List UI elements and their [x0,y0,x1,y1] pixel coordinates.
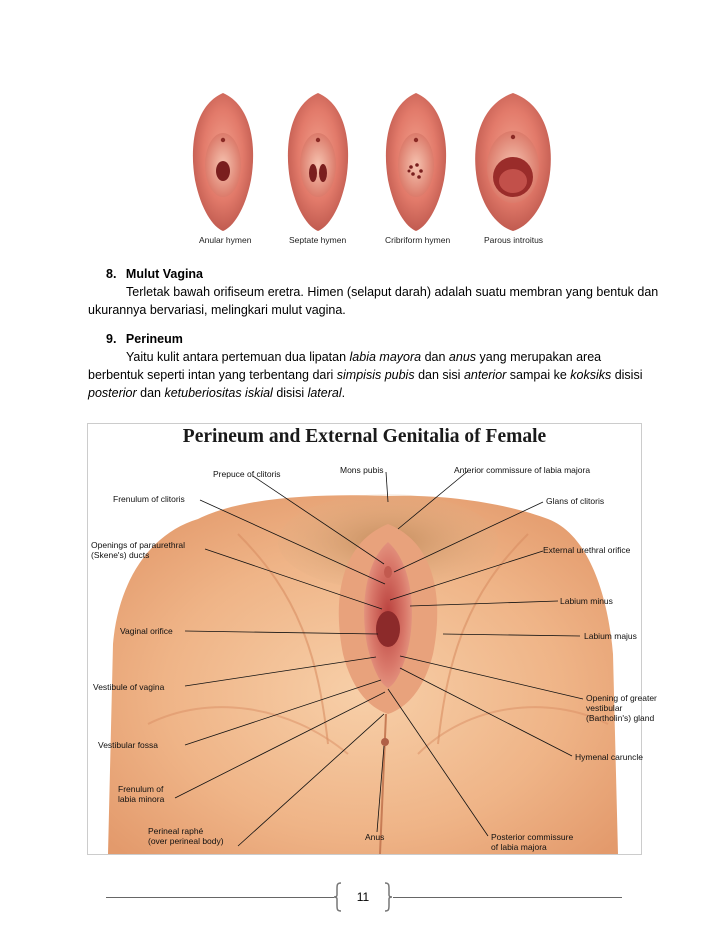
hymen-illustrations [173,85,567,235]
section8-heading [106,264,203,284]
label-labium-minus: Labium minus [560,596,613,606]
text-run: dan sisi [414,368,464,382]
label-vestibule-of-vagina: Vestibule of vagina [93,682,165,692]
text-run: Yaitu kulit antara pertemuan dua lipatan [126,350,350,364]
label-line: Posterior commissure [491,832,574,842]
label-labium-majus: Labium majus [584,631,637,641]
section8-title: Mulut Vagina [125,267,204,281]
term-anus: anus [448,350,477,364]
label-line: Perineal raphé [148,826,204,836]
label-mons-pubis: Mons pubis [340,465,384,475]
label-prepuce-of-clitoris: Prepuce of clitoris [213,469,281,479]
label-line: (over perineal body) [148,836,224,846]
footer-rule-left [106,897,334,898]
text-run: disisi [611,368,643,382]
section9-title: Perineum [125,332,183,346]
text-run: sampai ke [506,368,571,382]
label-line: (Bartholin's) gland [586,713,655,723]
section8-line2: ukurannya bervariasi, melingkari mulut vagina. [88,303,346,317]
term-anterior: anterior [463,368,507,382]
label-frenulum-of-labia-minora [118,784,164,804]
septate-hymen-label: Septate hymen [289,235,347,245]
genitalia-figure [87,423,657,855]
parous-introitus-label: Parous introitus [484,235,544,245]
section9-heading [106,329,183,349]
text-run: dan [136,386,165,400]
anular-hymen-label: Anular hymen [199,235,252,245]
label-paraurethral-ducts [91,540,185,560]
text-run: disisi [272,386,308,400]
label-hymenal-caruncle: Hymenal caruncle [575,752,644,762]
label-glans-of-clitoris: Glans of clitoris [546,496,605,506]
septate-hymen-drawing [288,93,348,231]
cribriform-hymen-label: Cribriform hymen [385,235,451,245]
label-frenulum-of-clitoris: Frenulum of clitoris [113,494,185,504]
label-greater-vestibular-gland [586,693,657,723]
footer-rule-right [393,897,622,898]
label-line: vestibular [586,703,623,713]
term-labia-mayora: labia mayora [349,350,422,364]
label-line: Opening of greater [586,693,657,703]
parous-introitus-drawing [475,93,551,231]
hymen-figure [173,85,567,263]
label-line: Openings of paraurethral [91,540,186,550]
text-run: dan [421,350,449,364]
term-posterior: posterior [88,386,137,400]
page-number: 11 [356,890,370,904]
term-koksiks: koksiks [570,368,612,382]
figure-title: Perineum and External Genitalia of Female [182,426,547,447]
section9-line1 [126,347,601,367]
anular-hymen-drawing [193,93,253,231]
section9-line3 [88,383,345,403]
text-run: berbentuk seperti intan yang terbentang dari [88,368,337,382]
label-vaginal-orifice: Vaginal orifice [120,626,173,636]
section9-line2 [88,365,643,385]
label-external-urethral-orifice: External urethral orifice [543,545,631,555]
label-perineal-raphe [148,826,224,846]
genitalia-illustration [88,424,644,854]
section8-number: 8. [106,267,117,281]
term-ketuberiositas-iskial: ketuberiositas iskial [164,386,273,400]
text-run: yang merupakan area [476,350,602,364]
term-simpisis-pubis: simpisis pubis [336,368,415,382]
label-line: of labia majora [491,842,547,852]
section9-number: 9. [106,332,117,346]
label-anterior-commissure: Anterior commissure of labia majora [454,465,591,475]
label-line: (Skene's) ducts [91,550,150,560]
cribriform-hymen-drawing [386,93,446,231]
label-line: labia minora [118,794,165,804]
label-anus: Anus [365,832,385,842]
text-run: . [341,386,346,400]
label-line: Frenulum of [118,784,164,794]
anus-drawing [381,738,389,746]
term-lateral: lateral [307,386,342,400]
label-posterior-commissure [491,832,573,852]
label-vestibular-fossa: Vestibular fossa [98,740,159,750]
section8-line1: Terletak bawah orifiseum eretra. Himen (selaput darah) adalah suatu membran yang bentuk dan [126,285,659,299]
